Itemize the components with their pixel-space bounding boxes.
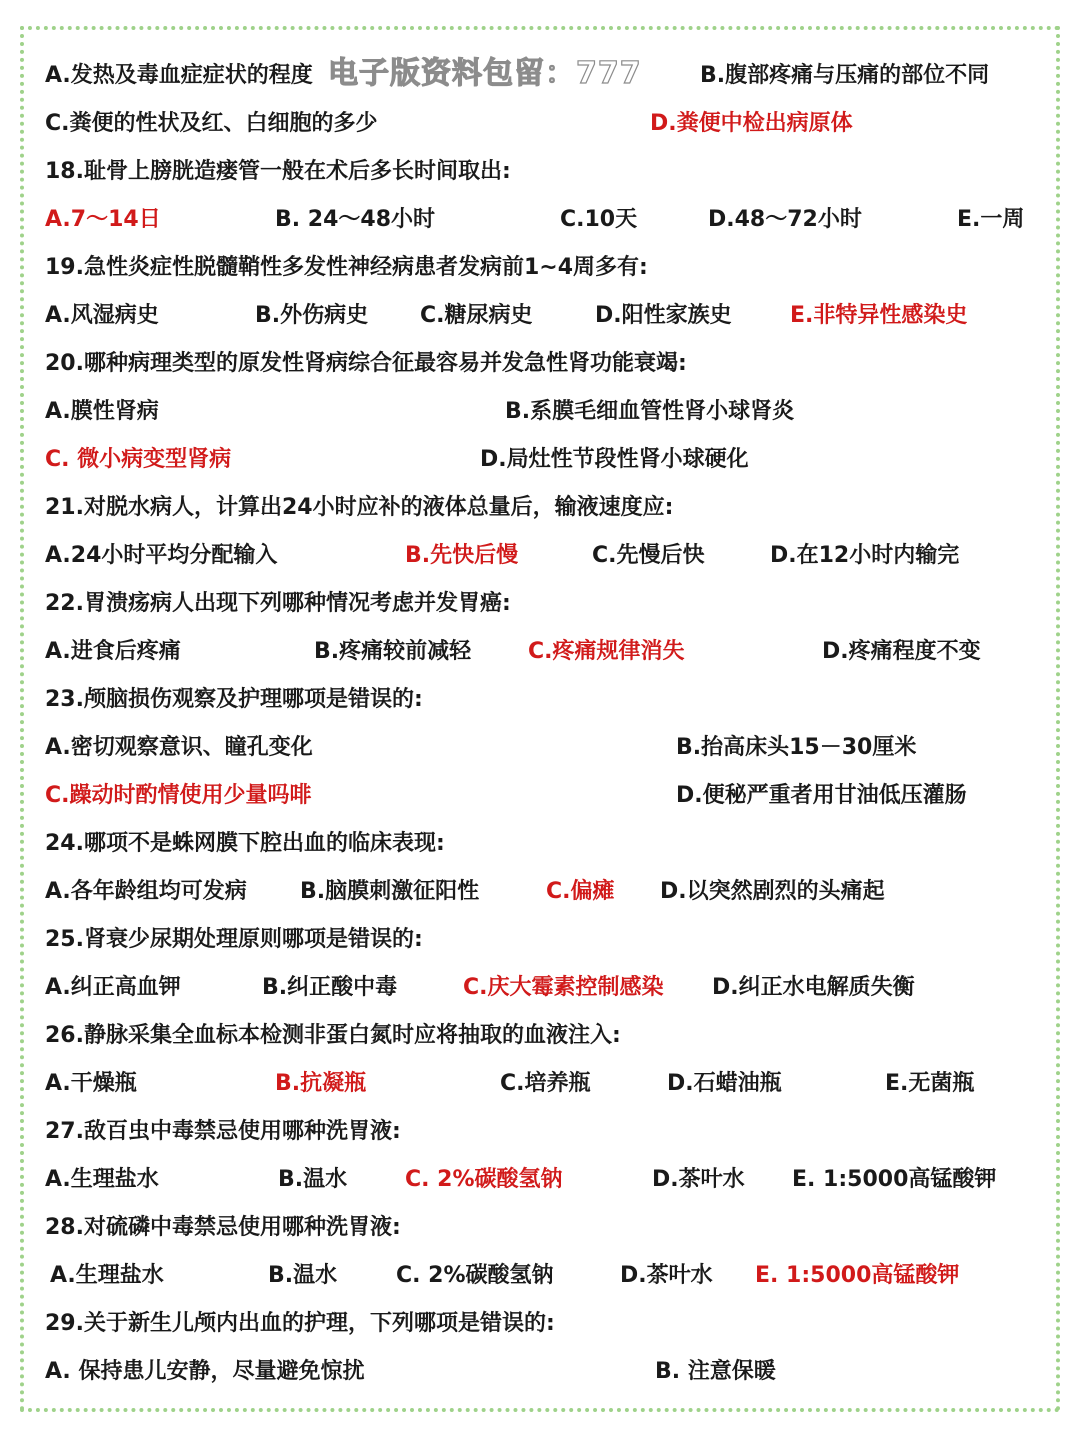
option-row — [0, 628, 1080, 676]
question-text: 25.肾衰少尿期处理原则哪项是错误的: — [45, 927, 423, 952]
option-row — [0, 724, 1080, 772]
option: B. 注意保暖 — [655, 1359, 776, 1384]
question-stem — [0, 340, 1080, 388]
option: C. 2%碳酸氢钠 — [396, 1263, 554, 1288]
option: A.发热及毒血症症状的程度 — [45, 63, 313, 88]
option: C.粪便的性状及红、白细胞的多少 — [45, 111, 378, 136]
option: A.生理盐水 — [50, 1263, 164, 1288]
question-text: 24.哪项不是蛛网膜下腔出血的临床表现: — [45, 831, 445, 856]
question-stem — [0, 1204, 1080, 1252]
option: A.24小时平均分配输入 — [45, 543, 278, 568]
question-stem — [0, 1012, 1080, 1060]
question-text: 19.急性炎症性脱髓鞘性多发性神经病患者发病前1~4周多有: — [45, 255, 648, 280]
answer-option: C. 微小病变型肾病 — [45, 447, 232, 472]
answer-option: D.粪便中检出病原体 — [650, 111, 853, 136]
option: D.疼痛程度不变 — [822, 639, 981, 664]
option: B.外伤病史 — [255, 303, 369, 328]
option: B.纠正酸中毒 — [262, 975, 398, 1000]
question-stem — [0, 1108, 1080, 1156]
question-text: 27.敌百虫中毒禁忌使用哪种洗胃液: — [45, 1119, 401, 1144]
option: B.腹部疼痛与压痛的部位不同 — [700, 63, 990, 88]
option-row — [0, 868, 1080, 916]
option: A. 保持患儿安静，尽量避免惊扰 — [45, 1359, 365, 1384]
option: D.便秘严重者用甘油低压灌肠 — [676, 783, 967, 808]
question-stem — [0, 484, 1080, 532]
option: C.10天 — [560, 207, 638, 232]
option-row — [0, 532, 1080, 580]
question-stem — [0, 148, 1080, 196]
answer-option: B.先快后慢 — [405, 543, 519, 568]
option: A.干燥瓶 — [45, 1071, 137, 1096]
option: C.糖尿病史 — [420, 303, 533, 328]
option-row — [0, 436, 1080, 484]
option-row — [0, 196, 1080, 244]
answer-option: C.偏瘫 — [546, 879, 615, 904]
option: E.无菌瓶 — [885, 1071, 975, 1096]
option: D.局灶性节段性肾小球硬化 — [480, 447, 749, 472]
question-text: 18.耻骨上膀胱造瘘管一般在术后多长时间取出: — [45, 159, 511, 184]
question-text: 23.颅脑损伤观察及护理哪项是错误的: — [45, 687, 423, 712]
option: E. 1:5000高锰酸钾 — [792, 1167, 997, 1192]
watermark — [0, 50, 1080, 98]
option: A.纠正高血钾 — [45, 975, 181, 1000]
question-stem — [0, 916, 1080, 964]
option: B. 24～48小时 — [275, 207, 436, 232]
option: A.密切观察意识、瞳孔变化 — [45, 735, 313, 760]
option-row — [0, 1252, 1080, 1300]
option: B.温水 — [278, 1167, 348, 1192]
option-row — [0, 100, 1080, 148]
option: A.进食后疼痛 — [45, 639, 181, 664]
option: B.抬高床头15－30厘米 — [676, 735, 917, 760]
option: D.纠正水电解质失衡 — [712, 975, 915, 1000]
option: C.先慢后快 — [592, 543, 705, 568]
option: E.一周 — [957, 207, 1025, 232]
question-stem — [0, 580, 1080, 628]
answer-option: A.7～14日 — [45, 207, 161, 232]
option: A.风湿病史 — [45, 303, 159, 328]
question-text: 29.关于新生儿颅内出血的护理，下列哪项是错误的: — [45, 1311, 555, 1336]
answer-option: C.疼痛规律消失 — [528, 639, 685, 664]
option: B.系膜毛细血管性肾小球肾炎 — [505, 399, 795, 424]
option-row — [0, 1156, 1080, 1204]
question-stem — [0, 820, 1080, 868]
option-row — [0, 772, 1080, 820]
question-stem — [0, 244, 1080, 292]
option: C.培养瓶 — [500, 1071, 591, 1096]
question-text: 22.胃溃疡病人出现下列哪种情况考虑并发胃癌: — [45, 591, 511, 616]
answer-option: E. 1:5000高锰酸钾 — [755, 1263, 960, 1288]
answer-option: C.庆大霉素控制感染 — [463, 975, 664, 1000]
question-text: 26.静脉采集全血标本检测非蛋白氮时应将抽取的血液注入: — [45, 1023, 621, 1048]
question-text: 20.哪种病理类型的原发性肾病综合征最容易并发急性肾功能衰竭: — [45, 351, 687, 376]
question-stem — [0, 676, 1080, 724]
option-row — [0, 1348, 1080, 1396]
option-row — [0, 964, 1080, 1012]
answer-option: B.抗凝瓶 — [275, 1071, 367, 1096]
answer-option: C. 2%碳酸氢钠 — [405, 1167, 563, 1192]
option-row — [0, 292, 1080, 340]
option-row — [0, 388, 1080, 436]
option: D.在12小时内输完 — [770, 543, 960, 568]
question-text: 28.对硫磷中毒禁忌使用哪种洗胃液: — [45, 1215, 401, 1240]
watermark-text: 电子版资料包留：777 — [328, 56, 642, 91]
option: A.各年龄组均可发病 — [45, 879, 247, 904]
option: B.疼痛较前减轻 — [314, 639, 472, 664]
option: D.阳性家族史 — [595, 303, 732, 328]
option: D.石蜡油瓶 — [667, 1071, 782, 1096]
question-stem — [0, 1300, 1080, 1348]
option: D.以突然剧烈的头痛起 — [660, 879, 885, 904]
option: B.温水 — [268, 1263, 338, 1288]
option: B.脑膜刺激征阳性 — [300, 879, 480, 904]
question-text: 21.对脱水病人，计算出24小时应补的液体总量后，输液速度应: — [45, 495, 674, 520]
option-row — [0, 1060, 1080, 1108]
option: A.生理盐水 — [45, 1167, 159, 1192]
option: A.膜性肾病 — [45, 399, 159, 424]
answer-option: E.非特异性感染史 — [790, 303, 968, 328]
option: D.茶叶水 — [652, 1167, 745, 1192]
answer-option: C.躁动时酌情使用少量吗啡 — [45, 783, 312, 808]
option: D.茶叶水 — [620, 1263, 713, 1288]
option: D.48～72小时 — [708, 207, 862, 232]
